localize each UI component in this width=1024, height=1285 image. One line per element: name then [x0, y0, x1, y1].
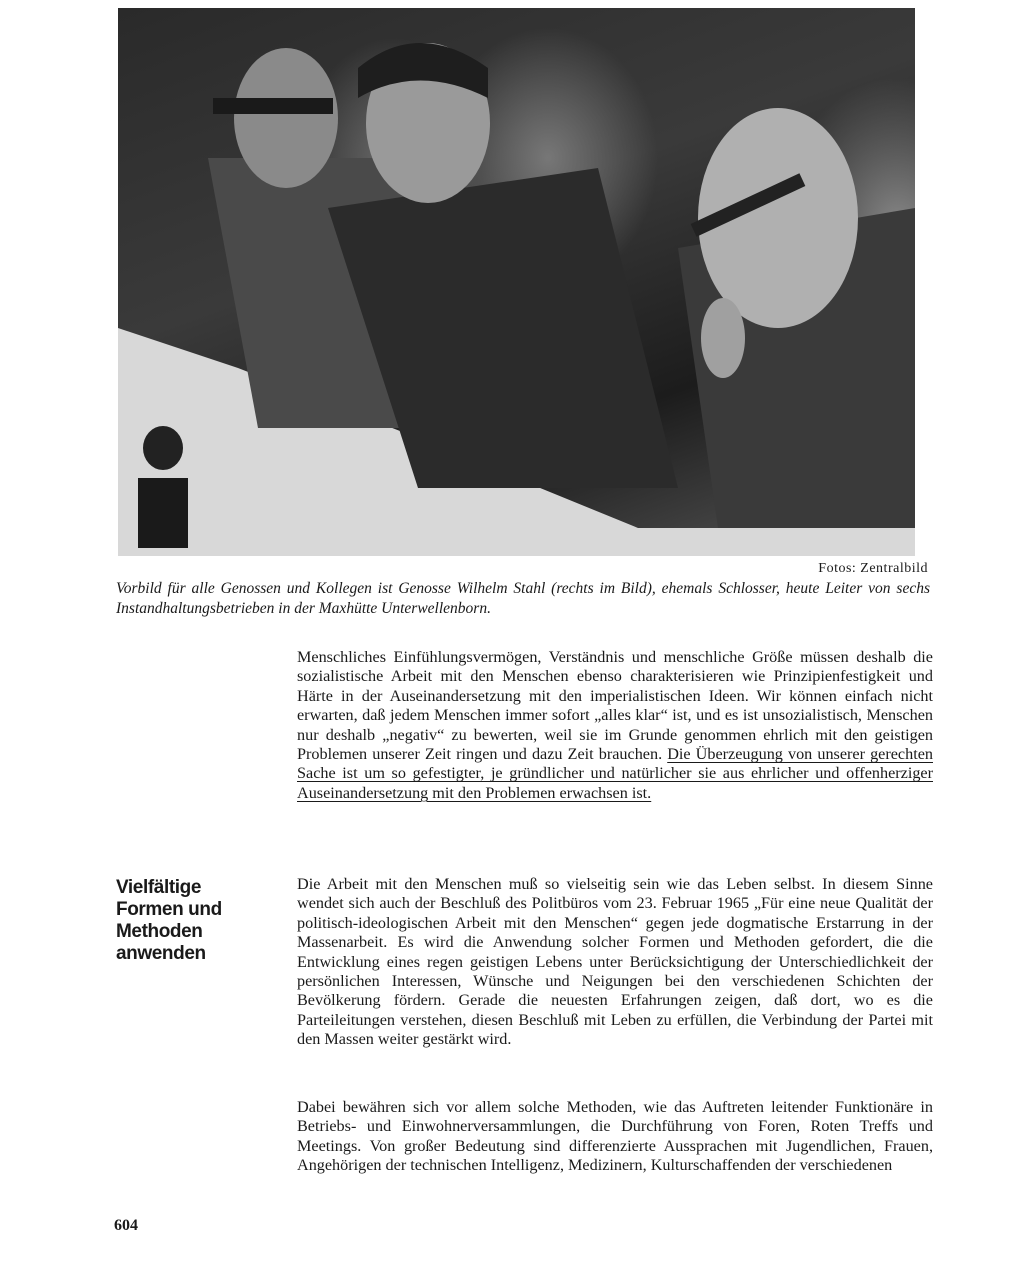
photo-illustration: [118, 8, 915, 556]
stamp-handle: [138, 478, 188, 548]
left-man-head: [234, 48, 338, 188]
stamp-knob: [143, 426, 183, 470]
right-man-hand: [701, 298, 745, 378]
left-man-glasses: [213, 98, 333, 114]
photo-image: [118, 8, 915, 556]
page-number: 604: [114, 1217, 138, 1234]
paragraph-1-underlined: Die Überzeugung von unserer gerechten Sache ist um so gefestigter, je gründlicher und natürlicher sie aus ehrlicher und offenherziger Auseinandersetzung mit den Problemen erwachsen ist.: [297, 745, 933, 802]
paragraph-3-text: Dabei bewähren sich vor allem solche Methoden, wie das Auftreten leitender Funktionäre in Betriebs- und Einwohnerversammlungen, die Durchführung von Foren, Roten Treffs und Meetings. Von großer Bedeutung sind differenzierte Aussprachen mit Jugendlichen, Frauen, Angehörigen der technischen Intelligenz, Medizinern, Kulturschaffenden der verschiedenen: [297, 1098, 933, 1175]
photo-credit: Fotos: Zentralbild: [818, 561, 928, 576]
photo-caption: Vorbild für alle Genossen und Kollegen ist Genosse Wilhelm Stahl (rechts im Bild), ehemals Schlosser, heute Leiter von sechs Instandhaltungsbetrieben in der Maxhütte Unterwellenborn.: [116, 580, 930, 617]
paragraph-3: [297, 1098, 933, 1176]
paragraph-2: [297, 875, 933, 1050]
paragraph-1: [297, 648, 933, 803]
section-heading: Vielfältige Formen und Methoden anwenden: [116, 877, 222, 964]
paragraph-1-text: Menschliches Einfühlungsvermögen, Verständnis und menschliche Größe müssen deshalb die sozialistische Arbeit mit den Menschen ebenso charakterisieren wie Prinzipienfestigkeit und Härte in der Auseinandersetzung mit den imperialistischen Ideen. Wir können einfach nicht erwarten, daß jedem Menschen immer sofort „alles klar“ ist, und es ist unsozialistisch, Menschen nur deshalb „negativ“ zu bewerten, weil sie im Grunde genommen ehrlich mit den geistigen Problemen unserer Zeit ringen und dazu Zeit brauchen.: [297, 648, 933, 764]
paragraph-2-text: Die Arbeit mit den Menschen muß so vielseitig sein wie das Leben selbst. In diesem Sinne wendet sich auch der Beschluß des Politbüros vom 23. Februar 1965 „Für eine neue Qualität der politisch-ideologischen Arbeit mit den Menschen“ gegen jede dogmatische Erstarrung in der Massenarbeit. Es wird die Anwendung solcher Formen und Methoden gefordert, die die Entwicklung eines regen geistigen Lebens unter Berücksichtigung der Unterschiedlichkeit der persönlichen Interessen, Wünsche und Neigungen bei den verschiedenen Schichten der Bevölkerung fördern. Gerade die neuesten Erfahrungen zeigen, daß dort, wo es die Parteileitungen verstehen, diesen Beschluß mit Leben zu erfüllen, die Verbindung der Partei mit den Massen weiter gestärkt wird.: [297, 875, 933, 1049]
